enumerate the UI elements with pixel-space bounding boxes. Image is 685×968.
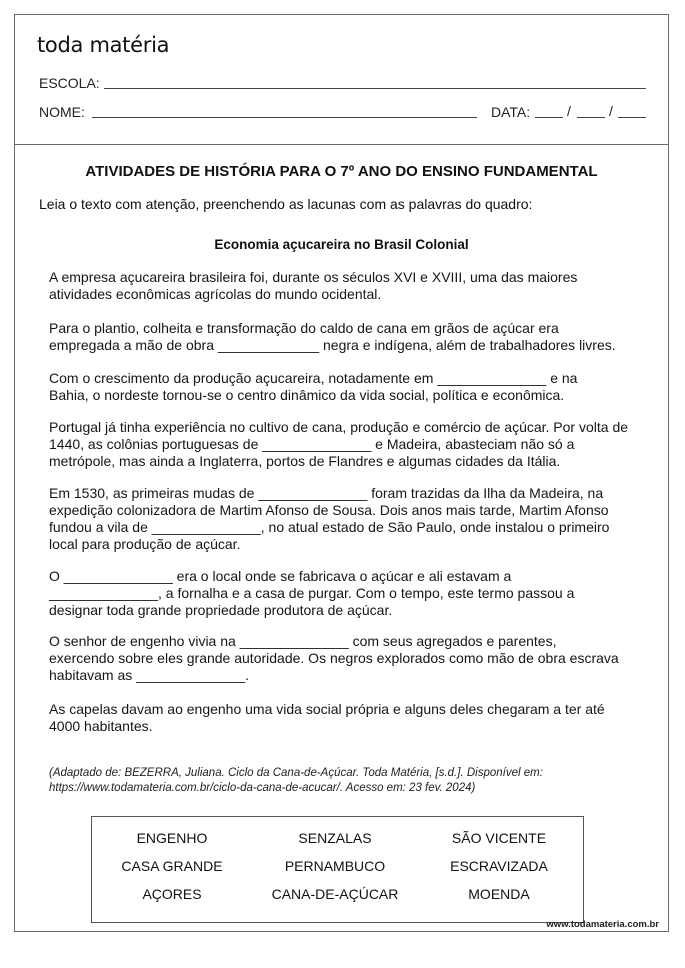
- text-title: Economia açucareira no Brasil Colonial: [214, 237, 469, 252]
- paragraph-line: empregada a mão de obra _____________ negra e indígena, além de trabalhadores livres.: [49, 337, 616, 353]
- page-title: ATIVIDADES DE HISTÓRIA PARA O 7º ANO DO ENSINO FUNDAMENTAL: [85, 163, 598, 180]
- school-field[interactable]: [104, 88, 646, 89]
- date-day-field[interactable]: [535, 117, 563, 118]
- word-bank-item: CANA-DE-AÇÚCAR: [271, 886, 399, 902]
- paragraph: [49, 419, 649, 470]
- source-citation: [49, 766, 649, 796]
- paragraph-line: metrópole, mas ainda a Inglaterra, portos de Flandres e algumas cidades da Itália.: [49, 453, 561, 469]
- date-year-field[interactable]: [618, 117, 646, 118]
- date-separator: /: [609, 103, 613, 119]
- date-month-field[interactable]: [577, 117, 605, 118]
- word-bank-item: ESCRAVIZADA: [450, 858, 548, 874]
- paragraph-line: O senhor de engenho vivia na ______________ com seus agregados e parentes,: [49, 633, 557, 649]
- paragraph-line: As capelas davam ao engenho uma vida social própria e alguns deles chegaram a ter até: [49, 701, 605, 717]
- header-divider: [15, 144, 668, 145]
- paragraph-line: fundou a vila de ______________, no atual estado de São Paulo, onde instalou o primeiro: [49, 519, 610, 535]
- paragraph-line: expedição colonizadora de Martim Afonso de Sousa. Dois anos mais tarde, Martim Afonso: [49, 502, 609, 518]
- paragraph-line: Para o plantio, colheita e transformação do caldo de cana em grãos de açúcar era: [49, 320, 559, 336]
- citation-line: (Adaptado de: BEZERRA, Juliana. Ciclo da Cana-de-Açúcar. Toda Matéria, [s.d.]. Disponível em:: [49, 767, 543, 779]
- paragraph-line: O ______________ era o local onde se fabricava o açúcar e ali estavam a: [49, 568, 512, 584]
- paragraph-line: habitavam as ______________.: [49, 667, 250, 683]
- word-bank: [91, 816, 584, 923]
- word-bank-item: SÃO VICENTE: [451, 830, 547, 846]
- name-label: NOME:: [39, 104, 85, 120]
- footer-url: www.todamateria.com.br: [546, 919, 659, 930]
- word-bank-item: SENZALAS: [298, 830, 372, 846]
- paragraph: [49, 269, 649, 303]
- instructions: Leia o texto com atenção, preenchendo as lacunas com as palavras do quadro:: [39, 196, 533, 212]
- paragraph: [49, 568, 649, 619]
- paragraph-line: 1440, as colônias portuguesas de ______________ e Madeira, abasteciam não só a: [49, 436, 575, 452]
- paragraph: [49, 485, 649, 553]
- paragraph-line: exercendo sobre eles grande autoridade. Os negros explorados como mão de obra escrava: [49, 650, 619, 666]
- paragraph: [49, 370, 649, 404]
- school-label: ESCOLA:: [39, 75, 100, 91]
- paragraph-line: Bahia, o nordeste tornou-se o centro dinâmico da vida social, política e econômica.: [49, 387, 565, 403]
- word-bank-item: CASA GRANDE: [121, 858, 223, 874]
- worksheet: [14, 14, 669, 932]
- paragraph: [49, 320, 649, 354]
- word-bank-item: AÇORES: [142, 886, 202, 902]
- citation-line: https://www.todamateria.com.br/ciclo-da-cana-de-acucar/. Acesso em: 23 fev. 2024): [49, 782, 476, 794]
- paragraph-line: atividades econômicas agrícolas do mundo ocidental.: [49, 286, 382, 302]
- paragraph-line: A empresa açucareira brasileira foi, durante os séculos XVI e XVIII, uma das maiores: [49, 269, 578, 285]
- paragraph-line: Em 1530, as primeiras mudas de ______________ foram trazidas da Ilha da Madeira, na: [49, 485, 604, 501]
- paragraph-line: designar toda grande propriedade produtora de açúcar.: [49, 602, 393, 618]
- brand-logo: toda matéria: [37, 33, 170, 57]
- date-separator: /: [567, 103, 571, 119]
- name-field[interactable]: [92, 117, 477, 118]
- paragraph: [49, 701, 649, 735]
- paragraph-line: ______________, a fornalha e a casa de purgar. Com o tempo, este termo passou a: [49, 585, 575, 601]
- date-label: DATA:: [491, 104, 531, 120]
- paragraph-line: 4000 habitantes.: [49, 718, 153, 734]
- paragraph-line: Portugal já tinha experiência no cultivo de cana, produção e comércio de açúcar. Por volta de: [49, 419, 629, 435]
- word-bank-item: ENGENHO: [136, 830, 208, 846]
- paragraph: [49, 633, 649, 684]
- word-bank-item: PERNAMBUCO: [284, 858, 386, 874]
- paragraph-line: local para produção de açúcar.: [49, 536, 241, 552]
- paragraph-line: Com o crescimento da produção açucareira, notadamente em ______________ e na: [49, 370, 578, 386]
- word-bank-item: MOENDA: [468, 886, 530, 902]
